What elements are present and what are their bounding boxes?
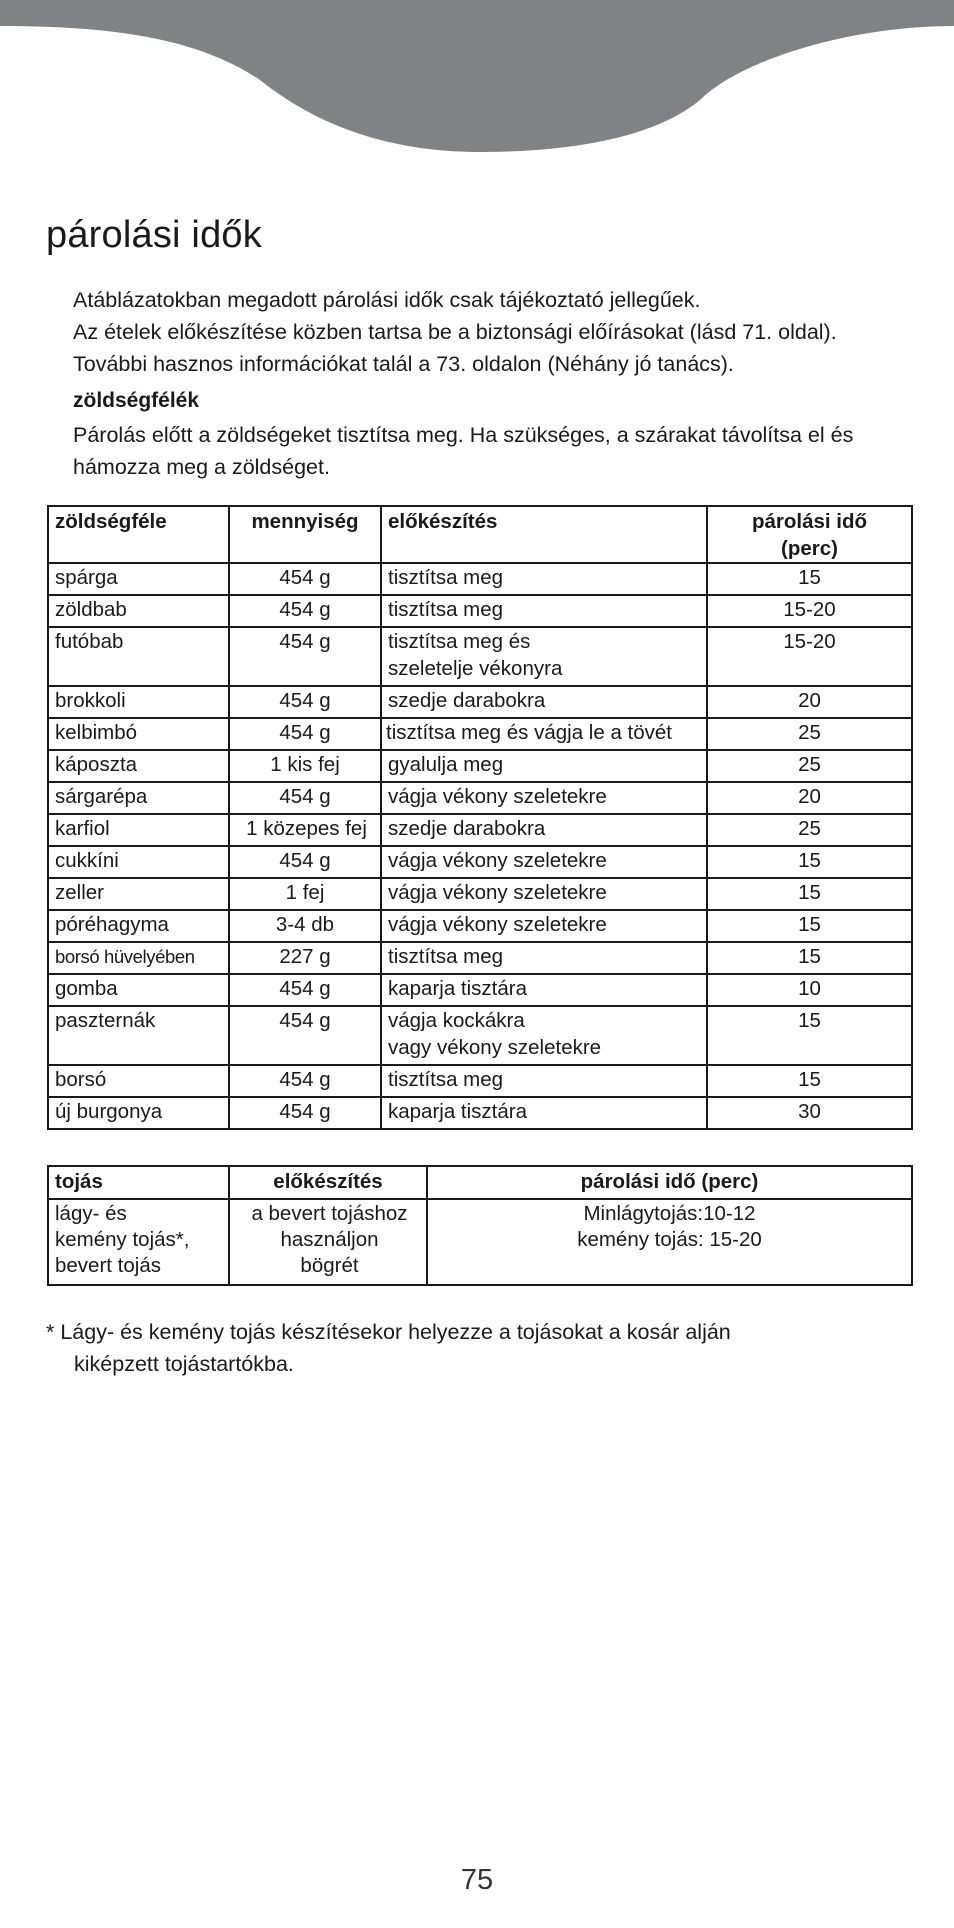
preparation-cell: gyalulja meg [381, 750, 707, 782]
time-cell: 30 [707, 1097, 912, 1129]
quantity-cell: 454 g [229, 718, 381, 750]
preparation-cell: szedje darabokra [381, 814, 707, 846]
header-egg-preparation: előkészítés [229, 1166, 427, 1199]
table-row [48, 750, 912, 782]
time-cell: 10 [707, 974, 912, 1006]
footnote-line-2: kiképzett tojástartókba. [74, 1352, 294, 1376]
table-row [48, 595, 912, 627]
table-row [48, 1097, 912, 1129]
quantity-cell: 454 g [229, 782, 381, 814]
preparation-cell: szedje darabokra [381, 686, 707, 718]
header-preparation: előkészítés [381, 506, 707, 563]
time-cell: 15-20 [707, 627, 912, 686]
time-cell: 15-20 [707, 595, 912, 627]
vegetable-name-cell: paszternák [48, 1006, 229, 1065]
preparation-cell [381, 627, 707, 686]
quantity-cell: 454 g [229, 1097, 381, 1129]
table-row [48, 1006, 912, 1065]
quantity-cell: 454 g [229, 595, 381, 627]
preparation-line: tisztítsa meg és [388, 630, 531, 653]
egg-time-cell [427, 1199, 912, 1285]
table-row [48, 686, 912, 718]
intro-line-1: Atáblázatokban megadott párolási idők csak tájékoztató jellegűek. [73, 288, 701, 312]
page-title: párolási idők [46, 214, 262, 256]
preparation-cell [381, 1006, 707, 1065]
table-row [48, 846, 912, 878]
table-row [48, 910, 912, 942]
header-quantity: mennyiség [229, 506, 381, 563]
table-header-row [48, 1166, 912, 1199]
vegetable-name-cell: borsó [48, 1065, 229, 1097]
egg-type-line: kemény tojás*, [55, 1228, 190, 1251]
table-row [48, 974, 912, 1006]
vegetable-name-cell: zöldbab [48, 595, 229, 627]
time-cell: 25 [707, 718, 912, 750]
vegetables-table [47, 505, 913, 1130]
header-time-line1: párolási idő [751, 510, 868, 533]
time-cell: 15 [707, 846, 912, 878]
wave-shape [0, 0, 954, 152]
vegetable-name-cell: káposzta [48, 750, 229, 782]
egg-time-line: Minlágytojás:10-12 [583, 1202, 756, 1225]
header-egg-time: párolási idő (perc) [427, 1166, 912, 1199]
table-row [48, 627, 912, 686]
footnote-line-1: * Lágy- és kemény tojás készítésekor helyezze a tojásokat a kosár alján [46, 1320, 731, 1344]
preparation-cell: vágja vékony szeletekre [381, 846, 707, 878]
table-row [48, 782, 912, 814]
time-cell: 15 [707, 942, 912, 974]
time-cell: 15 [707, 1065, 912, 1097]
preparation-cell: kaparja tisztára [381, 974, 707, 1006]
vegetables-heading: zöldségfélék [73, 389, 200, 412]
page-number: 75 [460, 1864, 494, 1896]
vegetable-name-cell: gomba [48, 974, 229, 1006]
header-egg: tojás [48, 1166, 229, 1199]
quantity-cell: 454 g [229, 627, 381, 686]
header-time-line2: (perc) [781, 537, 838, 560]
intro-line-2: Az ételek előkészítése közben tartsa be a biztonsági előírásokat (lásd 71. oldal). [73, 320, 837, 344]
preparation-cell: vágja vékony szeletekre [381, 782, 707, 814]
quantity-cell: 454 g [229, 563, 381, 595]
quantity-cell: 227 g [229, 942, 381, 974]
preparation-cell: vágja vékony szeletekre [381, 878, 707, 910]
preparation-cell: tisztítsa meg és vágja le a tövét [381, 718, 707, 750]
egg-time-line: kemény tojás: 15-20 [577, 1228, 762, 1251]
egg-prep-line: a bevert tojáshoz [251, 1202, 408, 1225]
quantity-cell: 454 g [229, 1065, 381, 1097]
table-row [48, 1199, 912, 1285]
table-row [48, 718, 912, 750]
egg-type-line: bevert tojás [55, 1254, 161, 1277]
vegetable-name-cell: sárgarépa [48, 782, 229, 814]
table-header-row [48, 506, 912, 563]
vegetable-name-cell: új burgonya [48, 1097, 229, 1129]
egg-preparation-cell [229, 1199, 427, 1285]
preparation-cell: tisztítsa meg [381, 942, 707, 974]
vegetable-name-cell: cukkíni [48, 846, 229, 878]
egg-type-cell [48, 1199, 229, 1285]
preparation-line: vagy vékony szeletekre [388, 1036, 602, 1059]
preparation-cell: kaparja tisztára [381, 1097, 707, 1129]
intro-text [73, 284, 933, 380]
vegetable-name-cell: póréhagyma [48, 910, 229, 942]
eggs-table [47, 1165, 913, 1286]
preparation-line: szeletelje vékonyra [388, 657, 563, 680]
quantity-cell: 1 közepes fej [229, 814, 381, 846]
time-cell: 20 [707, 782, 912, 814]
vegetable-name-cell: spárga [48, 563, 229, 595]
quantity-cell: 1 kis fej [229, 750, 381, 782]
preparation-line: vágja kockákra [388, 1009, 525, 1032]
time-cell: 25 [707, 814, 912, 846]
quantity-cell: 454 g [229, 1006, 381, 1065]
table-row [48, 814, 912, 846]
quantity-cell: 3-4 db [229, 910, 381, 942]
quantity-cell: 454 g [229, 686, 381, 718]
preparation-cell: tisztítsa meg [381, 1065, 707, 1097]
table-row [48, 563, 912, 595]
quantity-cell: 454 g [229, 846, 381, 878]
time-cell: 20 [707, 686, 912, 718]
time-cell: 25 [707, 750, 912, 782]
preparation-cell: tisztítsa meg [381, 563, 707, 595]
vegetable-name-cell: borsó hüvelyében [48, 942, 229, 974]
preparation-cell: vágja vékony szeletekre [381, 910, 707, 942]
quantity-cell: 1 fej [229, 878, 381, 910]
footnote [46, 1316, 886, 1380]
egg-prep-line: bögrét [300, 1254, 359, 1277]
vegetable-name-cell: kelbimbó [48, 718, 229, 750]
vegetable-name-cell: futóbab [48, 627, 229, 686]
vegetable-name-cell: zeller [48, 878, 229, 910]
table-row [48, 1065, 912, 1097]
preparation-cell: tisztítsa meg [381, 595, 707, 627]
intro-line-3: További hasznos információkat talál a 73. oldalon (Néhány jó tanács). [73, 352, 734, 376]
header-time [707, 506, 912, 563]
quantity-cell: 454 g [229, 974, 381, 1006]
table-row [48, 942, 912, 974]
header-vegetable: zöldségféle [48, 506, 229, 563]
vegetables-description: Párolás előtt a zöldségeket tisztítsa meg. Ha szükséges, a szárakat távolítsa el és hámozza meg a zöldséget. [73, 423, 854, 479]
vegetable-name-cell: karfiol [48, 814, 229, 846]
egg-type-line: lágy- és [55, 1202, 127, 1225]
top-wave-banner [0, 0, 954, 160]
time-cell: 15 [707, 1006, 912, 1065]
time-cell: 15 [707, 878, 912, 910]
time-cell: 15 [707, 910, 912, 942]
egg-prep-line: használjon [280, 1228, 379, 1251]
vegetable-name-cell: brokkoli [48, 686, 229, 718]
table-row [48, 878, 912, 910]
time-cell: 15 [707, 563, 912, 595]
